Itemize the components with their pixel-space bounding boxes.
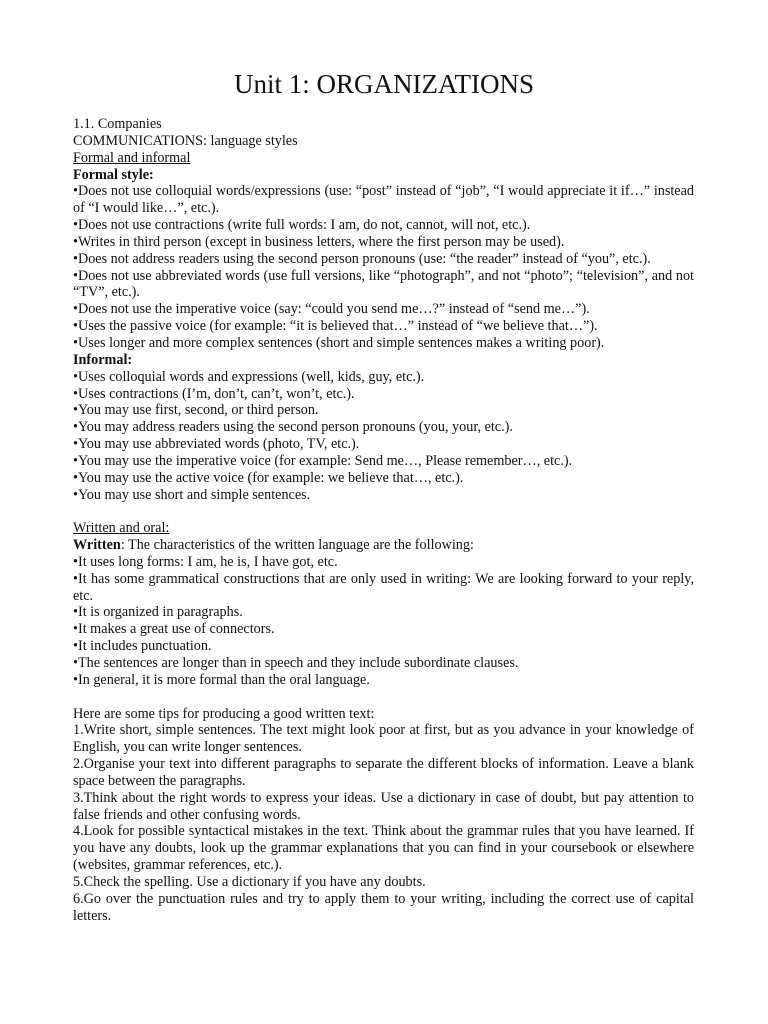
written-item: •It makes a great use of connectors. — [73, 621, 275, 638]
tip-item: 2.Organise your text into different paragraphs to separate the different blocks of information. Leave a blank space between the paragraphs. — [73, 756, 694, 789]
tips-intro: Here are some tips for producing a good written text: — [73, 705, 375, 722]
written-item: •It is organized in paragraphs. — [73, 604, 243, 621]
page-title: Unit 1: ORGANIZATIONS — [234, 69, 534, 99]
formal-item: •Does not use the imperative voice (say: “could you send me…?” instead of “send me…”). — [73, 301, 590, 318]
written-oral-heading: Written and oral: — [73, 520, 170, 537]
informal-item: •Uses colloquial words and expressions (well, kids, guy, etc.). — [73, 368, 425, 385]
formal-item: •Does not use contractions (write full words: I am, do not, cannot, will not, etc.). — [73, 217, 531, 234]
informal-item: •You may use first, second, or third person. — [73, 402, 319, 419]
formal-item: •Does not use colloquial words/expressions (use: “post” instead of “job”, “I would appreciate it if…” instead of “I would like…”, etc.). — [73, 183, 694, 217]
informal-item: •You may use the active voice (for example: we believe that…, etc.). — [73, 469, 464, 486]
informal-item: •You may address readers using the second person pronouns (you, your, etc.). — [73, 419, 513, 436]
tip-item: 6.Go over the punctuation rules and try to apply them to your writing, including the correct use of capital letters. — [73, 890, 694, 924]
paragraph-gap — [73, 503, 694, 520]
section-heading: 1.1. Companies — [73, 116, 162, 132]
formal-item: •Does not address readers using the second person pronouns (use: “the reader” instead of “you”, etc.). — [73, 250, 651, 267]
tip-item: 1.Write short, simple sentences. The text might look poor at first, but as you advance in your knowledge of English, you can write longer sentences. — [73, 722, 694, 756]
informal-item: •You may use short and simple sentences. — [73, 486, 311, 503]
formal-item: •Uses longer and more complex sentences (short and simple sentences makes a writing poor). — [73, 334, 605, 351]
written-item: •It uses long forms: I am, he is, I have got, etc. — [73, 553, 338, 570]
written-item: •The sentences are longer than in speech and they include subordinate clauses. — [73, 655, 519, 671]
formal-style-heading: Formal style: — [73, 166, 154, 183]
written-intro-text: : The characteristics of the written language are the following: — [120, 537, 474, 554]
formal-informal-heading: Formal and informal — [73, 149, 191, 166]
informal-item: •You may use the imperative voice (for example: Send me…, Please remember…, etc.). — [73, 452, 573, 469]
written-item: •In general, it is more formal than the oral language. — [73, 671, 370, 688]
written-item: •It has some grammatical constructions that are only used in writing: We are looking forward to your reply, etc. — [73, 570, 694, 604]
informal-item: •Uses contractions (I’m, don’t, can’t, won’t, etc.). — [73, 385, 355, 402]
informal-heading: Informal: — [73, 351, 133, 368]
tip-item: 4.Look for possible syntactical mistakes in the text. Think about the grammar rules that you have learned. If you have any doubts, look up the grammar explanations that you can find in your coursebook or elsewhere (websites, grammar references, etc.). — [73, 823, 694, 874]
formal-item: •Uses the passive voice (for example: “it is believed that…” instead of “we believe that…”). — [73, 318, 598, 335]
written-item: •It includes punctuation. — [73, 638, 212, 655]
informal-item: •You may use abbreviated words (photo, TV, etc.). — [73, 436, 360, 453]
communications-heading: COMMUNICATIONS: language styles — [73, 132, 298, 149]
written-intro — [73, 537, 694, 554]
paragraph-gap — [73, 689, 694, 706]
tip-item: 3.Think about the right words to express your ideas. Use a dictionary in case of doubt, but pay attention to false friends and other confusing words. — [73, 789, 694, 823]
written-label: Written — [73, 537, 121, 554]
document-body — [73, 116, 694, 925]
formal-item: •Does not use abbreviated words (use full versions, like “photograph”, and not “photo”; “television”, and not “TV”, etc.). — [73, 267, 694, 301]
tip-item: 5.Check the spelling. Use a dictionary if you have any doubts. — [73, 873, 426, 890]
formal-item: •Writes in third person (except in business letters, where the first person may be used). — [73, 233, 565, 250]
